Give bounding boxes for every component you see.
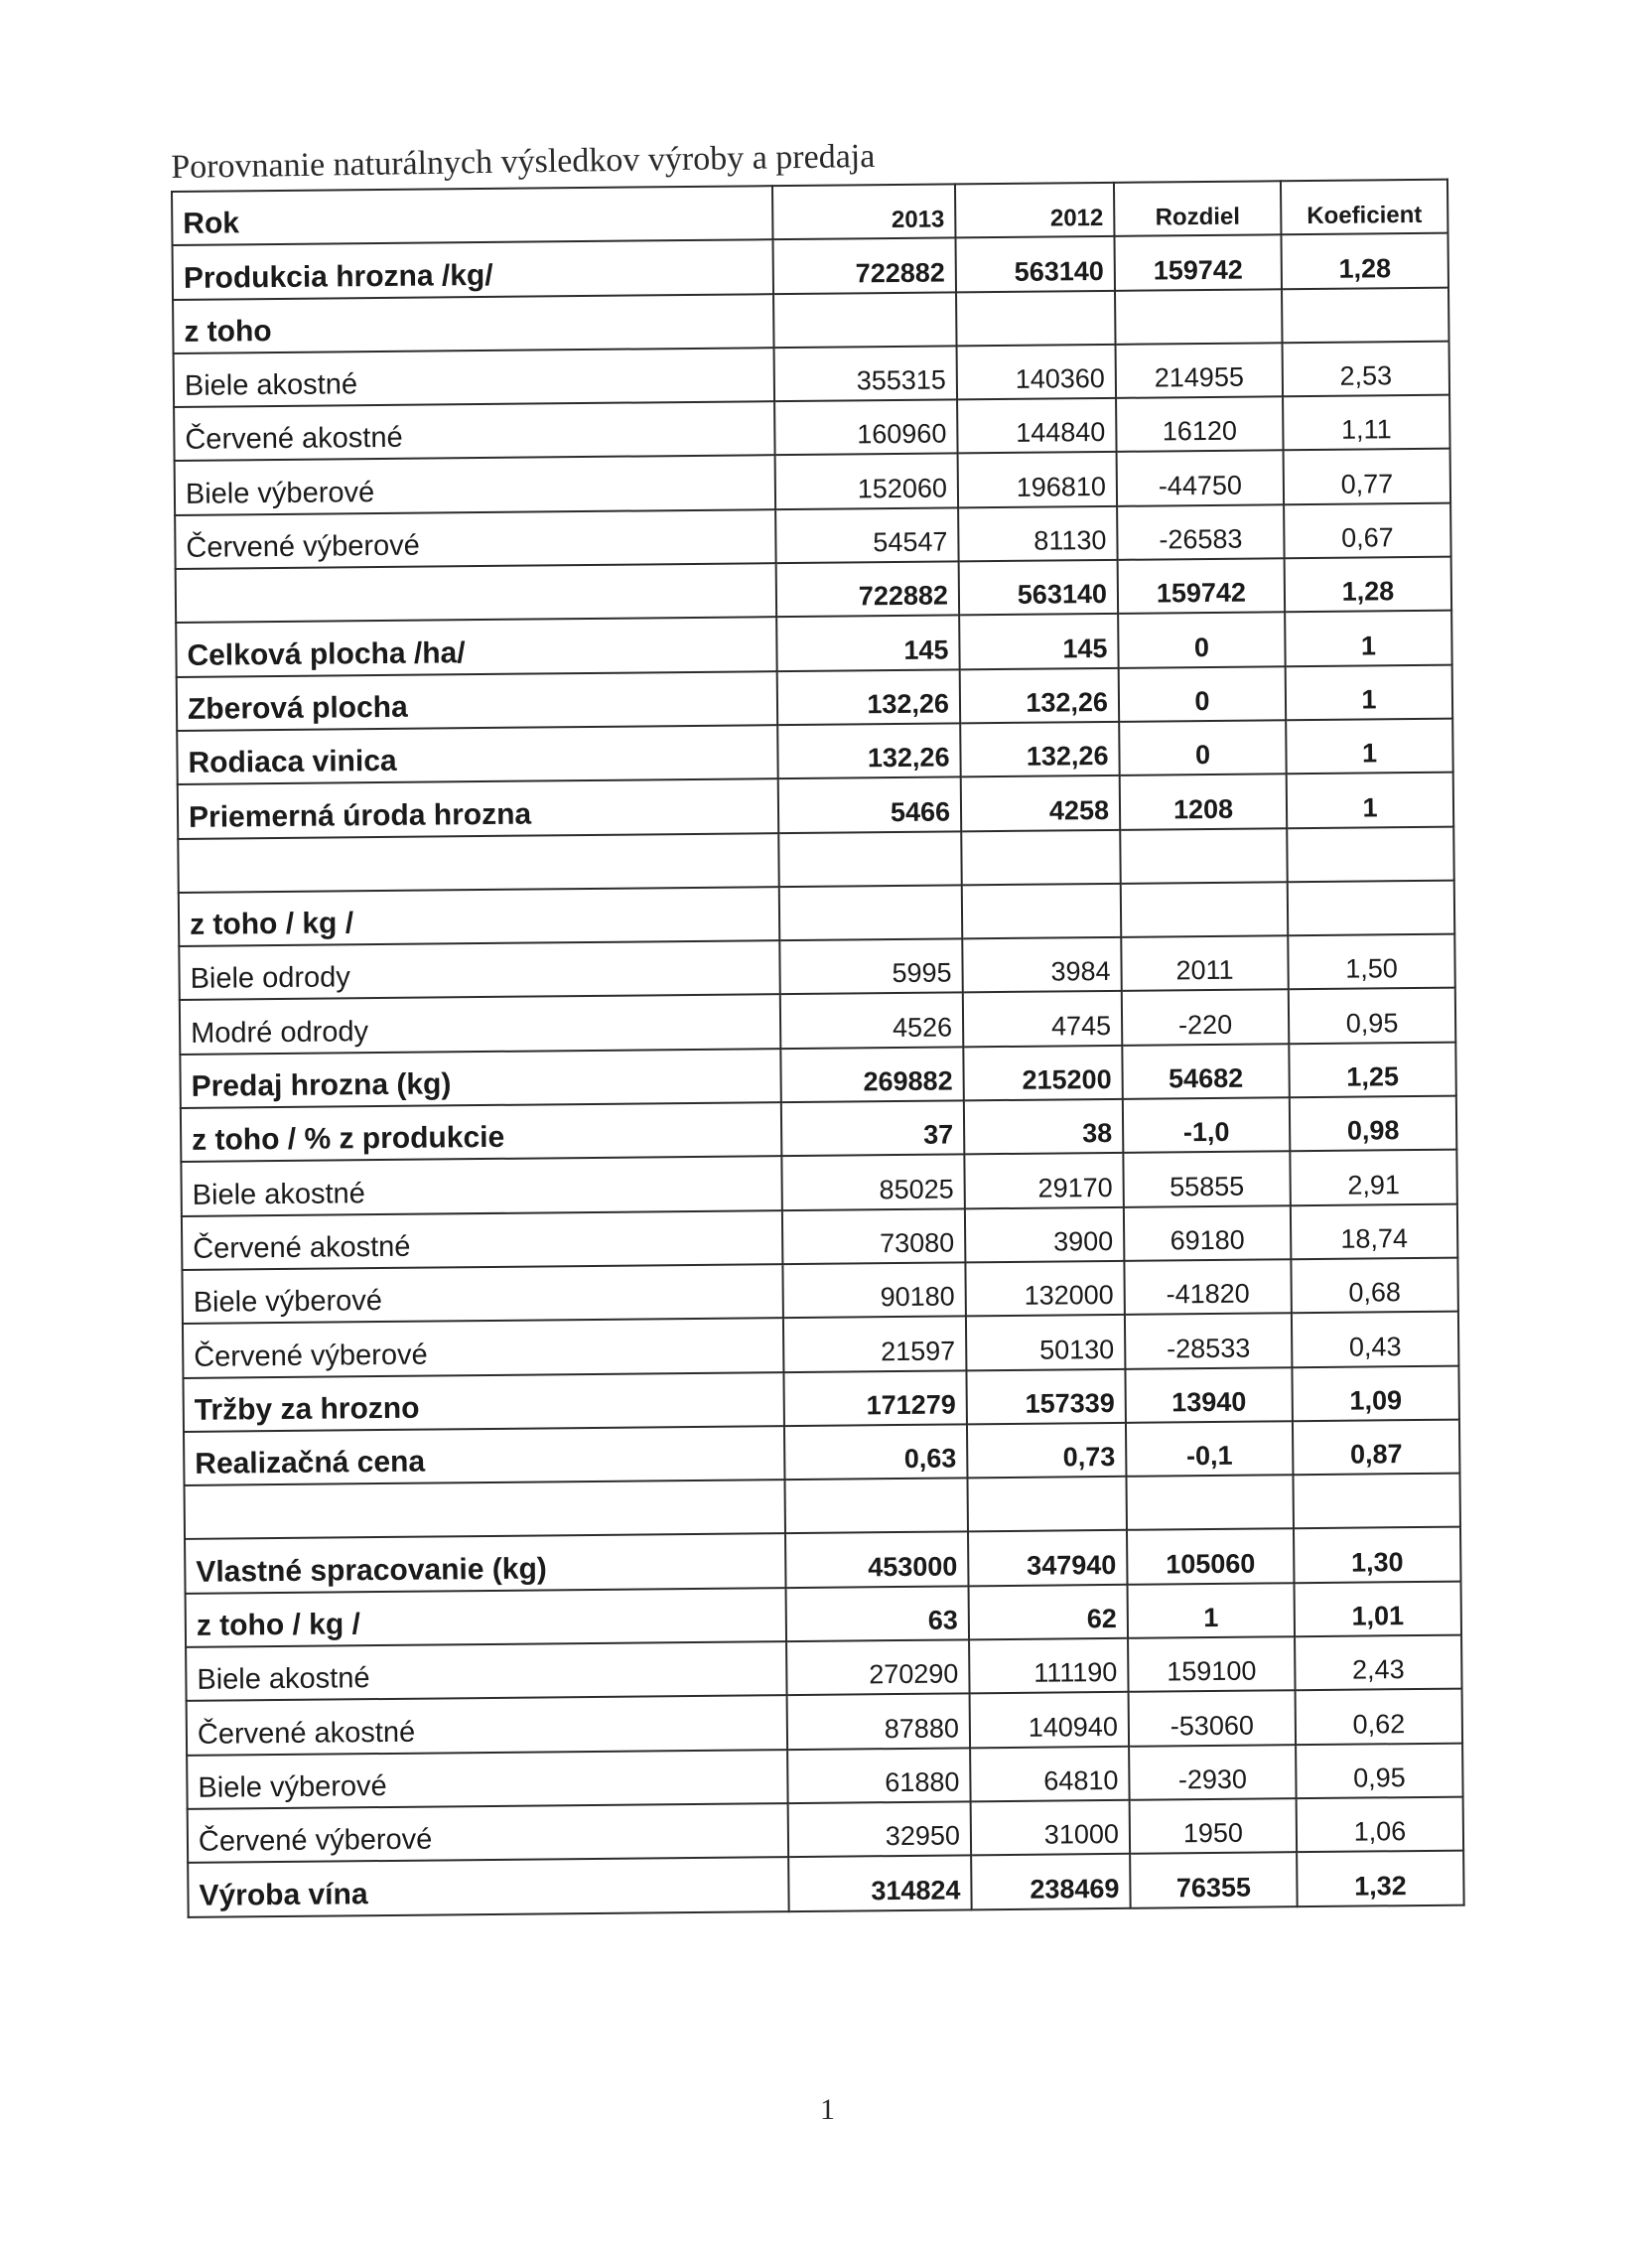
cell-2012: 132,26 [960, 668, 1120, 724]
cell-2013: 4526 [780, 993, 964, 1049]
row-label [185, 1480, 785, 1539]
cell-2013: 5466 [778, 777, 962, 833]
cell-2012: 563140 [955, 236, 1115, 292]
cell-difference: 1208 [1120, 775, 1288, 830]
row-label: Červené akostné [187, 1695, 787, 1755]
row-label: Biele akostné [181, 1156, 781, 1215]
cell-coefficient: 1,25 [1289, 1042, 1456, 1097]
cell-coefficient [1288, 880, 1455, 935]
cell-2013: 269882 [780, 1047, 964, 1102]
cell-difference: -220 [1122, 990, 1290, 1046]
cell-2013: 722882 [773, 238, 957, 294]
cell-2012: 4745 [963, 991, 1123, 1047]
cell-2013: 32950 [788, 1801, 972, 1857]
cell-2012 [956, 290, 1116, 346]
row-label: Realizačná cena [184, 1426, 784, 1485]
cell-coefficient: 0,95 [1289, 988, 1456, 1044]
row-label: Červené akostné [182, 1210, 782, 1270]
row-label: z toho / kg / [186, 1588, 786, 1647]
cell-2013: 453000 [785, 1532, 969, 1588]
cell-difference: 159100 [1128, 1636, 1296, 1692]
cell-2012: 111190 [969, 1638, 1129, 1694]
cell-coefficient: 2,91 [1290, 1150, 1457, 1205]
header-difference: Rozdiel [1114, 181, 1282, 236]
cell-difference: -44750 [1117, 451, 1285, 506]
cell-2013: 5995 [779, 939, 963, 995]
row-label: Vlastné spracovanie (kg) [185, 1534, 785, 1594]
row-label: z toho [173, 294, 773, 353]
row-label: Rodiaca vinica [177, 725, 777, 784]
cell-coefficient: 1,30 [1294, 1527, 1461, 1583]
header-2012: 2012 [955, 183, 1115, 238]
cell-difference: 76355 [1130, 1852, 1298, 1907]
cell-2013 [784, 1478, 968, 1533]
cell-coefficient: 1,32 [1297, 1851, 1464, 1906]
cell-coefficient [1293, 1474, 1460, 1529]
cell-difference: -2930 [1129, 1745, 1297, 1800]
header-2013: 2013 [772, 184, 956, 239]
row-label: Biele akostné [174, 348, 774, 407]
header-year-label: Rok [172, 186, 772, 245]
cell-coefficient: 0,43 [1292, 1312, 1459, 1367]
cell-2013: 160960 [774, 400, 958, 456]
cell-2013: 152060 [775, 454, 959, 509]
cell-2012: 196810 [958, 452, 1118, 507]
cell-coefficient: 0,95 [1296, 1743, 1463, 1798]
cell-coefficient: 1 [1286, 719, 1453, 775]
row-label: Celková plocha /ha/ [176, 618, 776, 677]
row-label: z toho / kg / [179, 887, 779, 946]
cell-difference [1126, 1475, 1294, 1530]
comparison-table [171, 179, 1465, 1918]
cell-2013: 270290 [786, 1639, 970, 1695]
cell-2012: 64810 [970, 1746, 1130, 1801]
row-label: Tržby za hrozno [183, 1372, 783, 1432]
cell-difference: 54682 [1122, 1044, 1290, 1099]
comparison-table-container [171, 179, 1463, 1918]
cell-coefficient: 1,09 [1292, 1365, 1459, 1421]
cell-2012: 563140 [959, 560, 1119, 616]
cell-difference: 0 [1118, 613, 1286, 668]
cell-coefficient: 1,11 [1283, 395, 1450, 451]
row-label: Predaj hrozna (kg) [180, 1049, 780, 1108]
cell-coefficient: 1,01 [1295, 1581, 1462, 1636]
cell-difference: 2011 [1121, 935, 1289, 991]
row-label: Výroba vína [188, 1857, 788, 1916]
cell-2013: 0,63 [784, 1424, 968, 1480]
cell-2012: 50130 [966, 1315, 1126, 1370]
cell-difference: 214955 [1116, 343, 1284, 398]
cell-2013: 145 [776, 616, 960, 671]
cell-2012: 215200 [963, 1046, 1123, 1101]
cell-2013: 722882 [776, 561, 960, 617]
cell-coefficient: 0,68 [1291, 1258, 1458, 1314]
cell-difference: -53060 [1129, 1691, 1297, 1747]
cell-difference [1115, 289, 1283, 345]
row-label [176, 563, 776, 623]
cell-2013: 73080 [782, 1208, 966, 1264]
cell-2012 [961, 829, 1121, 885]
cell-coefficient: 0,62 [1296, 1689, 1463, 1745]
row-label: Červené výberové [188, 1803, 788, 1863]
cell-coefficient: 2,53 [1283, 342, 1450, 397]
cell-difference: 55855 [1123, 1152, 1291, 1207]
cell-coefficient [1287, 826, 1454, 882]
cell-coefficient: 1,28 [1281, 233, 1448, 289]
cell-difference: 0 [1119, 666, 1287, 722]
cell-difference: 69180 [1124, 1205, 1292, 1261]
cell-2012: 31000 [971, 1800, 1131, 1856]
cell-2012: 132000 [965, 1261, 1125, 1317]
cell-2012: 0,73 [967, 1423, 1127, 1479]
cell-difference: 1950 [1130, 1798, 1298, 1854]
cell-2012: 38 [964, 1099, 1124, 1155]
cell-difference: 13940 [1125, 1367, 1293, 1423]
cell-difference: 0 [1119, 720, 1287, 776]
row-label: z toho / % z produkcie [181, 1102, 781, 1162]
cell-2012: 81130 [958, 506, 1118, 562]
row-label: Biele odrody [179, 940, 779, 1000]
cell-difference: 159742 [1118, 558, 1286, 614]
row-label [178, 833, 778, 893]
cell-difference: -26583 [1117, 504, 1285, 560]
cell-coefficient: 2,43 [1295, 1635, 1462, 1691]
cell-2012: 62 [969, 1585, 1129, 1640]
cell-difference [1121, 882, 1289, 937]
row-label: Biele výberové [187, 1750, 787, 1809]
cell-difference: -1,0 [1123, 1097, 1291, 1153]
cell-coefficient: 1,28 [1285, 557, 1452, 613]
cell-difference: 105060 [1127, 1529, 1295, 1585]
row-label: Priemerná úroda hrozna [178, 778, 778, 838]
cell-coefficient: 0,87 [1293, 1419, 1460, 1475]
cell-coefficient: 18,74 [1291, 1203, 1458, 1259]
cell-2013: 132,26 [777, 723, 961, 778]
cell-2013: 171279 [783, 1370, 967, 1426]
cell-difference [1120, 828, 1288, 884]
cell-2012: 347940 [968, 1530, 1128, 1586]
document-title: Porovnanie naturálnych výsledkov výroby a predaja [171, 137, 876, 186]
cell-difference: -0,1 [1126, 1421, 1294, 1477]
cell-difference: -28533 [1125, 1313, 1293, 1368]
cell-difference: 1 [1128, 1583, 1296, 1638]
cell-2013 [779, 885, 963, 940]
cell-2013: 90180 [782, 1262, 966, 1318]
cell-2013: 355315 [774, 346, 958, 401]
row-label: Červené výberové [175, 509, 775, 569]
cell-2013 [773, 292, 957, 348]
cell-2013: 54547 [775, 507, 959, 563]
cell-2013: 37 [781, 1100, 965, 1156]
row-label: Biele akostné [186, 1641, 786, 1701]
cell-2012: 238469 [971, 1854, 1131, 1909]
cell-2013: 132,26 [777, 669, 961, 725]
cell-difference: 159742 [1114, 235, 1282, 291]
cell-2012: 3900 [965, 1206, 1125, 1262]
cell-2013: 314824 [788, 1856, 972, 1911]
cell-2012: 144840 [957, 398, 1117, 454]
header-coefficient: Koeficient [1281, 180, 1448, 235]
cell-2012: 3984 [962, 937, 1122, 993]
cell-2013: 63 [786, 1586, 970, 1641]
cell-2012 [967, 1477, 1127, 1532]
cell-2013: 87880 [787, 1694, 971, 1750]
cell-2013: 85025 [781, 1155, 965, 1210]
cell-2012: 140940 [970, 1692, 1130, 1748]
row-label: Produkcia hrozna /kg/ [173, 239, 773, 299]
cell-2012: 157339 [966, 1368, 1126, 1424]
cell-difference: 16120 [1116, 396, 1284, 452]
cell-coefficient: 0,67 [1284, 502, 1451, 558]
cell-2013: 61880 [787, 1748, 971, 1803]
cell-coefficient: 1 [1286, 664, 1453, 720]
row-label: Červené výberové [183, 1318, 783, 1377]
cell-coefficient: 1,06 [1297, 1796, 1464, 1852]
cell-coefficient: 0,98 [1290, 1096, 1457, 1152]
cell-2012 [962, 884, 1122, 939]
table-row [188, 1851, 1463, 1917]
cell-2012: 29170 [964, 1153, 1124, 1208]
row-label: Červené akostné [174, 401, 774, 461]
cell-coefficient [1282, 287, 1449, 343]
cell-2012: 4258 [961, 776, 1121, 831]
cell-coefficient: 1 [1287, 773, 1454, 828]
cell-coefficient: 0,77 [1284, 449, 1451, 504]
page-number: 1 [820, 2093, 835, 2126]
row-label: Modré odrody [180, 995, 780, 1055]
cell-coefficient: 1,50 [1288, 934, 1455, 990]
cell-2013: 21597 [783, 1317, 967, 1372]
row-label: Zberová plocha [177, 671, 777, 731]
row-label: Biele výberové [175, 456, 775, 515]
row-label: Biele výberové [182, 1264, 782, 1324]
cell-2012: 145 [959, 614, 1119, 669]
cell-2012: 132,26 [960, 722, 1120, 777]
cell-difference: -41820 [1124, 1259, 1292, 1315]
cell-coefficient: 1 [1285, 611, 1452, 666]
cell-2013 [778, 831, 962, 887]
cell-2012: 140360 [957, 345, 1117, 400]
